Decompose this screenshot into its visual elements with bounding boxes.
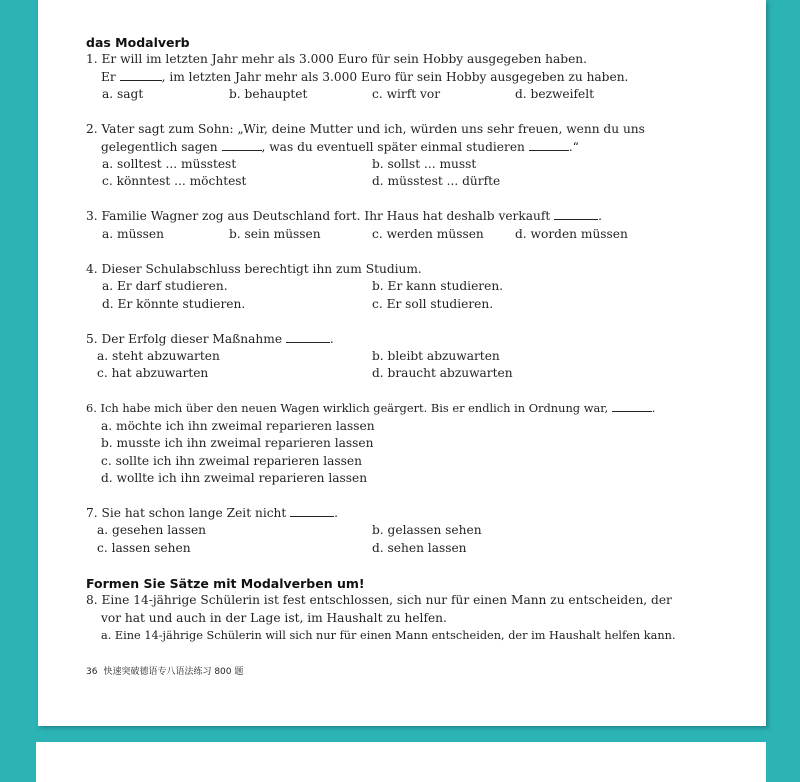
question-6-option-c: c. sollte ich ihn zweimal reparieren lassen	[101, 453, 362, 468]
option-b: b. gelassen sehen	[372, 523, 482, 538]
next-book-page	[36, 742, 766, 782]
answer-blank	[529, 140, 569, 151]
question-6-option-a: a. möchte ich ihn zweimal reparieren lassen	[101, 418, 375, 433]
option-d: d. sehen lassen	[372, 540, 467, 555]
question-7-text: 7. Sie hat schon lange Zeit nicht .	[86, 505, 339, 520]
question-2-options-row1	[86, 156, 686, 173]
question-7-options-row2	[86, 540, 686, 557]
option-a: a. müssen	[102, 226, 164, 241]
question-1-line2: Er , im letzten Jahr mehr als 3.000 Euro für sein Hobby ausgegeben zu haben.	[101, 69, 629, 84]
option-c: c. hat abzuwarten	[97, 366, 209, 381]
question-4-text: 4. Dieser Schulabschluss berechtigt ihn zum Studium.	[86, 261, 422, 276]
answer-blank	[286, 332, 330, 343]
page-number: 36	[86, 667, 98, 677]
question-2-line2: gelegentlich sagen , was du eventuell später einmal studieren .“	[101, 139, 579, 154]
question-8-answer: a. Eine 14-jährige Schülerin will sich nur für einen Mann entscheiden, der im Haushalt helfen kann.	[101, 628, 676, 642]
question-5-options-row1	[86, 348, 686, 365]
answer-blank	[222, 140, 262, 151]
option-d: d. müsstest ... dürfte	[372, 174, 501, 189]
option-d: d. Er könnte studieren.	[102, 296, 246, 311]
question-6-option-d: d. wollte ich ihn zweimal reparieren lassen	[101, 470, 368, 485]
option-d: d. bezweifelt	[515, 87, 595, 102]
answer-blank	[290, 506, 334, 517]
option-c: c. Er soll studieren.	[372, 296, 494, 311]
exercise-content	[86, 34, 686, 644]
question-6-text: 6. Ich habe mich über den neuen Wagen wirklich geärgert. Bis er endlich in Ordnung war, .	[86, 401, 656, 416]
option-a: a. Er darf studieren.	[102, 279, 228, 294]
section-title-modalverb: das Modalverb	[86, 35, 190, 50]
question-4-options-row1	[86, 278, 686, 295]
option-b: b. behauptet	[229, 87, 308, 102]
option-b: b. bleibt abzuwarten	[372, 348, 500, 363]
option-b: b. Er kann studieren.	[372, 279, 504, 294]
option-c: c. lassen sehen	[97, 540, 191, 555]
question-1-text: 1. Er will im letzten Jahr mehr als 3.000 Euro für sein Hobby ausgegeben haben.	[86, 52, 588, 67]
book-title: 快速突破德语专八语法练习 800 题	[103, 667, 244, 677]
answer-blank	[120, 70, 162, 81]
question-8-line2: vor hat und auch in der Lage ist, im Haushalt zu helfen.	[101, 610, 447, 625]
option-a: a. solltest ... müsstest	[102, 157, 237, 172]
option-a: a. gesehen lassen	[97, 523, 207, 538]
question-2-text: 2. Vater sagt zum Sohn: „Wir, deine Mutter und ich, würden uns sehr freuen, wenn du uns	[86, 122, 645, 137]
option-b: b. sollst ... musst	[372, 157, 477, 172]
question-3-options	[86, 226, 686, 243]
option-a: a. steht abzuwarten	[97, 348, 220, 363]
option-d: d. worden müssen	[515, 226, 628, 241]
option-c: c. wirft vor	[372, 87, 441, 102]
question-3-text: 3. Familie Wagner zog aus Deutschland fort. Ihr Haus hat deshalb verkauft .	[86, 209, 603, 224]
question-4-options-row2	[86, 296, 686, 313]
question-5-options-row2	[86, 365, 686, 382]
option-b: b. sein müssen	[229, 226, 321, 241]
page-footer	[86, 664, 243, 677]
question-2-options-row2	[86, 173, 686, 190]
question-8-text: 8. Eine 14-jährige Schülerin ist fest entschlossen, sich nur für einen Mann zu entscheiden, der	[86, 593, 672, 608]
question-6-option-b: b. musste ich ihn zweimal reparieren lassen	[101, 436, 374, 451]
option-a: a. sagt	[102, 87, 144, 102]
answer-blank	[612, 401, 652, 412]
question-5-text: 5. Der Erfolg dieser Maßnahme .	[86, 331, 334, 346]
option-c: c. könntest ... möchtest	[102, 174, 247, 189]
section-title-umformen: Formen Sie Sätze mit Modalverben um!	[86, 575, 365, 591]
option-c: c. werden müssen	[372, 226, 484, 241]
answer-blank	[554, 209, 598, 220]
question-7-options-row1	[86, 522, 686, 539]
question-1-options	[86, 86, 686, 103]
option-d: d. braucht abzuwarten	[372, 366, 513, 381]
